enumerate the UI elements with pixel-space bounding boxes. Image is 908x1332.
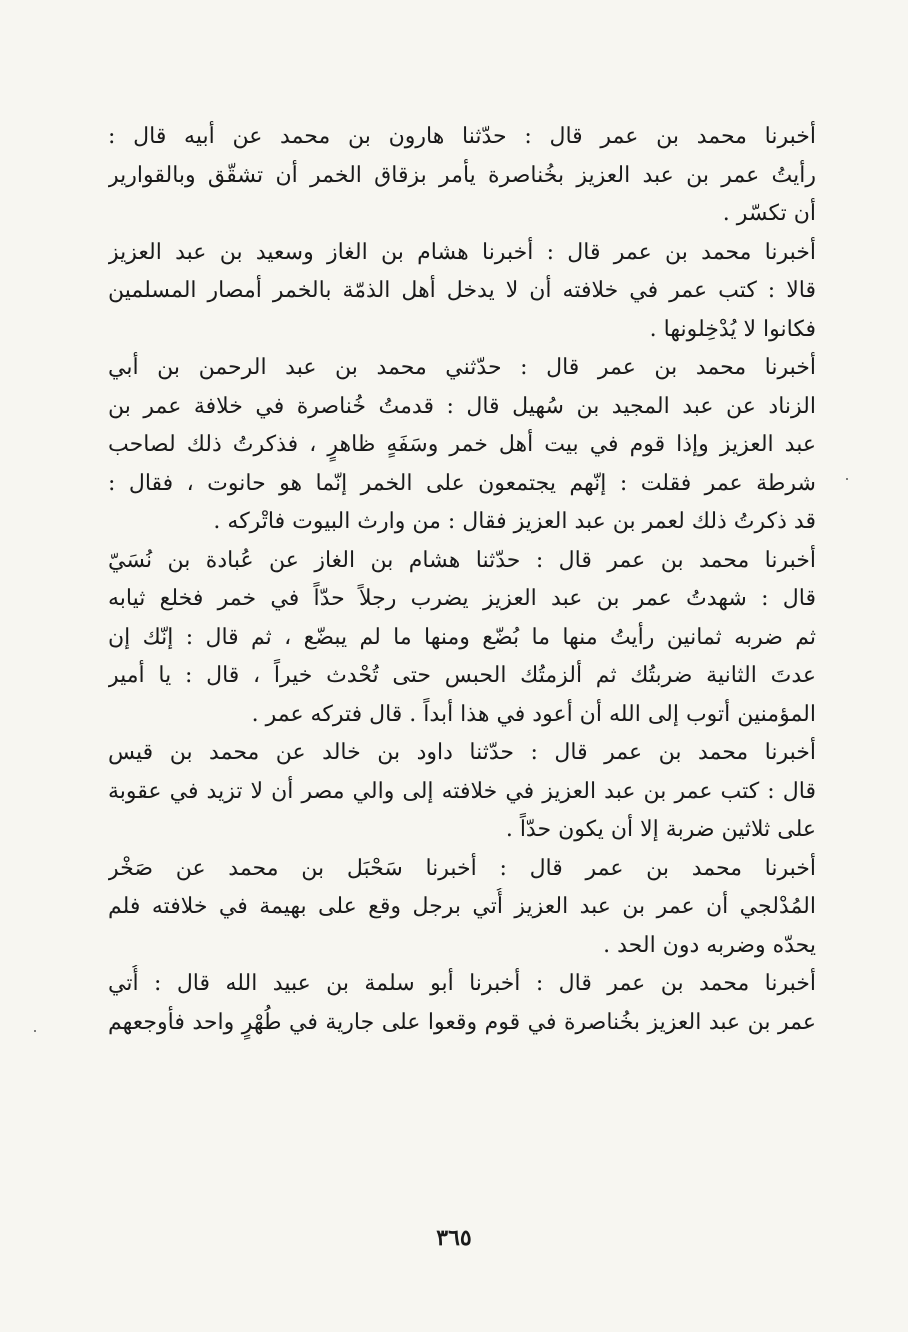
text-line: فكانوا لا يُدْخِلونها . [649, 316, 816, 342]
text-line: يحدّه وضربه دون الحد . [603, 932, 816, 958]
text-line: أخبرنا محمد بن عمر قال : حدّثنا هارون بن محمد عن أبيه قال : [108, 124, 816, 149]
page-body [108, 118, 816, 1218]
text-line: عبد العزيز وإذا قوم في بيت أهل خمر وسَفَهٍ ظاهرٍ ، فذكرتُ ذلك لصاحب [108, 432, 816, 457]
text-line: المؤمنين أتوب إلى الله أن أعود في هذا أبداً . قال فتركه عمر . [251, 701, 816, 727]
text-line: رأيتُ عمر بن عبد العزيز بخُناصرة يأمر بزقاق الخمر أن تشقّق وبالقوارير [108, 162, 816, 188]
text-line: على ثلاثين ضربة إلا أن يكون حدّاً . [505, 817, 816, 842]
paragraph [108, 850, 816, 966]
paragraph [108, 349, 816, 542]
scan-speck [846, 478, 848, 480]
text-line: قال : كتب عمر بن عبد العزيز في خلافته إلى والي مصر أن لا تزيد في عقوبة [108, 778, 816, 804]
text-line: عدتَ الثانية ضربتُك ثم ألزمتُك الحبس حتى تُحْدث خيراً ، قال : يا أمير [108, 663, 816, 688]
paragraph [108, 734, 816, 850]
text-line: قالا : كتب عمر في خلافته أن لا يدخل أهل الذمّة بالخمر أمصار المسلمين [108, 278, 816, 303]
text-line: ثم ضربه ثمانين رأيتُ منها ما بُضّع ومنها ما لم يبضّع ، ثم قال : إنّك إن [108, 624, 816, 650]
text-line: أخبرنا محمد بن عمر قال : أخبرنا هشام بن الغاز وسعيد بن عبد العزيز [108, 239, 816, 265]
page-number: ٣٦٥ [436, 1225, 472, 1251]
text-line: أخبرنا محمد بن عمر قال : حدّثنا داود بن خالد عن محمد بن قيس [108, 740, 816, 765]
text-line: أخبرنا محمد بن عمر قال : حدّثنا هشام بن الغاز عن عُبادة بن نُسَيّ [108, 547, 816, 573]
text-line: قال : شهدتُ عمر بن عبد العزيز يضرب رجلاً حدّاً في خمر فخلع ثيابه [108, 586, 816, 611]
paragraph [108, 234, 816, 350]
text-line: أخبرنا محمد بن عمر قال : أخبرنا سَحْبَل بن محمد عن صَخْر [108, 855, 816, 881]
text-line: أن تكسّر . [722, 201, 816, 226]
text-line: أخبرنا محمد بن عمر قال : أخبرنا أبو سلمة بن عبيد الله قال : أُتي [108, 971, 816, 996]
paragraph [108, 965, 816, 1042]
text-line: المُدْلجي أن عمر بن عبد العزيز أُتي برجل وقع على بهيمة في خلافته فلم [108, 894, 816, 919]
text-line: عمر بن عبد العزيز بخُناصرة في قوم وقعوا على جارية في طُهْرٍ واحد فأوجعهم [108, 1009, 816, 1035]
paragraph [108, 542, 816, 735]
scan-speck [34, 1030, 36, 1032]
text-line: أخبرنا محمد بن عمر قال : حدّثني محمد بن عبد الرحمن بن أبي [108, 355, 816, 380]
paragraph [108, 118, 816, 234]
text-line: قد ذكرتُ ذلك لعمر بن عبد العزيز فقال : من وارث البيوت فاتْركه . [213, 509, 816, 534]
text-block [108, 118, 816, 1042]
text-line: شرطة عمر فقلت : إنّهم يجتمعون على الخمر إنّما هو حانوت ، فقال : [108, 470, 816, 496]
text-line: الزناد عن عبد المجيد بن سُهيل قال : قدمتُ خُناصرة في خلافة عمر بن [108, 393, 816, 419]
